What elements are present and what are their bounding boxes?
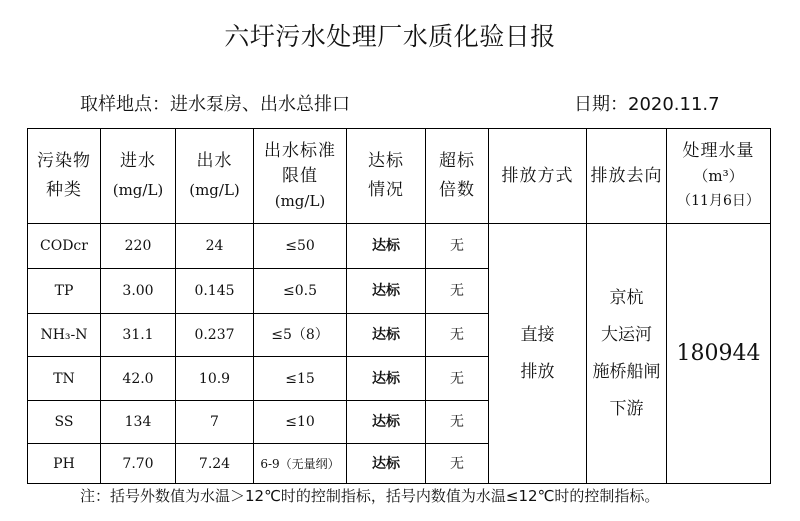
header-line: 情况 bbox=[368, 180, 404, 200]
header-unit: (mg/L) bbox=[274, 191, 326, 210]
compliance-cell: 达标 bbox=[347, 444, 426, 484]
header-pollutant bbox=[28, 129, 101, 224]
header-line: 达标 bbox=[368, 151, 404, 171]
report-title: 六圩污水处理厂水质化验日报 bbox=[224, 22, 556, 51]
header-line: 排放方式 bbox=[501, 165, 574, 186]
effluent-cell: 0.145 bbox=[176, 269, 254, 314]
influent-cell: 134 bbox=[101, 401, 176, 444]
header-line: 出水标准 bbox=[264, 140, 336, 161]
sampling-location: 取样地点：进水泵房、出水总排口 bbox=[80, 94, 350, 115]
header-unit: (mg/L) bbox=[112, 181, 164, 199]
standard-limit-cell: ≤50 bbox=[254, 224, 347, 269]
header-date: （11月6日） bbox=[677, 192, 760, 209]
influent-cell: 7.70 bbox=[101, 444, 176, 484]
compliance-cell: 达标 bbox=[347, 269, 426, 314]
discharge-destination-line: 大运河 bbox=[601, 324, 652, 345]
header-treated-volume bbox=[667, 129, 771, 224]
exceed-ratio-cell: 无 bbox=[426, 269, 489, 314]
footnote: 注：括号外数值为水温＞12℃时的控制指标，括号内数值为水温≤12℃时的控制指标。 bbox=[80, 487, 660, 505]
discharge-destination-cell bbox=[587, 224, 667, 484]
table-header-row bbox=[28, 129, 771, 224]
pollutant-cell: NH₃-N bbox=[28, 314, 101, 357]
water-quality-table bbox=[27, 128, 771, 484]
effluent-cell: 0.237 bbox=[176, 314, 254, 357]
influent-cell: 42.0 bbox=[101, 357, 176, 401]
header-line: 超标 bbox=[439, 151, 475, 171]
pollutant-cell: CODcr bbox=[28, 224, 101, 269]
standard-limit-cell: ≤15 bbox=[254, 357, 347, 401]
pollutant-cell: PH bbox=[28, 444, 101, 484]
exceed-ratio-cell: 无 bbox=[426, 314, 489, 357]
header-standard-limit bbox=[254, 129, 347, 224]
exceed-ratio-cell: 无 bbox=[426, 401, 489, 444]
header-exceed-ratio bbox=[426, 129, 489, 224]
header-discharge-method bbox=[489, 129, 587, 224]
compliance-cell: 达标 bbox=[347, 401, 426, 444]
influent-cell: 220 bbox=[101, 224, 176, 269]
header-line: 处理水量 bbox=[682, 140, 755, 161]
discharge-destination-line: 下游 bbox=[609, 398, 644, 419]
header-unit: （m³） bbox=[693, 166, 744, 185]
treated-volume-cell: 180944 bbox=[667, 224, 771, 484]
standard-limit-cell: ≤0.5 bbox=[254, 269, 347, 314]
exceed-ratio-cell: 无 bbox=[426, 224, 489, 269]
header-line: 种类 bbox=[46, 180, 82, 200]
header-line: 进水 bbox=[120, 151, 156, 171]
compliance-cell: 达标 bbox=[347, 224, 426, 269]
pollutant-cell: SS bbox=[28, 401, 101, 444]
standard-limit-cell: 6-9（无量纲） bbox=[254, 444, 347, 484]
header-influent bbox=[101, 129, 176, 224]
influent-cell: 31.1 bbox=[101, 314, 176, 357]
discharge-method-cell bbox=[489, 224, 587, 484]
compliance-cell: 达标 bbox=[347, 314, 426, 357]
discharge-method-line: 直接 bbox=[520, 324, 555, 345]
header-compliance bbox=[347, 129, 426, 224]
effluent-cell: 7.24 bbox=[176, 444, 254, 484]
standard-limit-cell: ≤10 bbox=[254, 401, 347, 444]
header-line: 出水 bbox=[196, 151, 233, 171]
standard-limit-cell: ≤5（8） bbox=[254, 314, 347, 357]
exceed-ratio-cell: 无 bbox=[426, 444, 489, 484]
discharge-method-line: 排放 bbox=[520, 361, 555, 382]
discharge-destination-line: 施桥船闸 bbox=[592, 361, 661, 382]
influent-cell: 3.00 bbox=[101, 269, 176, 314]
header-unit: (mg/L) bbox=[189, 181, 240, 199]
report-date: 日期：2020.11.7 bbox=[574, 94, 720, 115]
header-line: 限值 bbox=[282, 165, 318, 186]
header-line: 倍数 bbox=[439, 180, 475, 200]
effluent-cell: 7 bbox=[176, 401, 254, 444]
discharge-destination-line: 京杭 bbox=[609, 287, 644, 308]
pollutant-cell: TP bbox=[28, 269, 101, 314]
effluent-cell: 24 bbox=[176, 224, 254, 269]
header-effluent bbox=[176, 129, 254, 224]
exceed-ratio-cell: 无 bbox=[426, 357, 489, 401]
header-line: 污染物 bbox=[37, 151, 91, 171]
table-row bbox=[28, 224, 771, 269]
pollutant-cell: TN bbox=[28, 357, 101, 401]
compliance-cell: 达标 bbox=[347, 357, 426, 401]
header-line: 排放去向 bbox=[590, 165, 663, 186]
effluent-cell: 10.9 bbox=[176, 357, 254, 401]
header-discharge-destination bbox=[587, 129, 667, 224]
